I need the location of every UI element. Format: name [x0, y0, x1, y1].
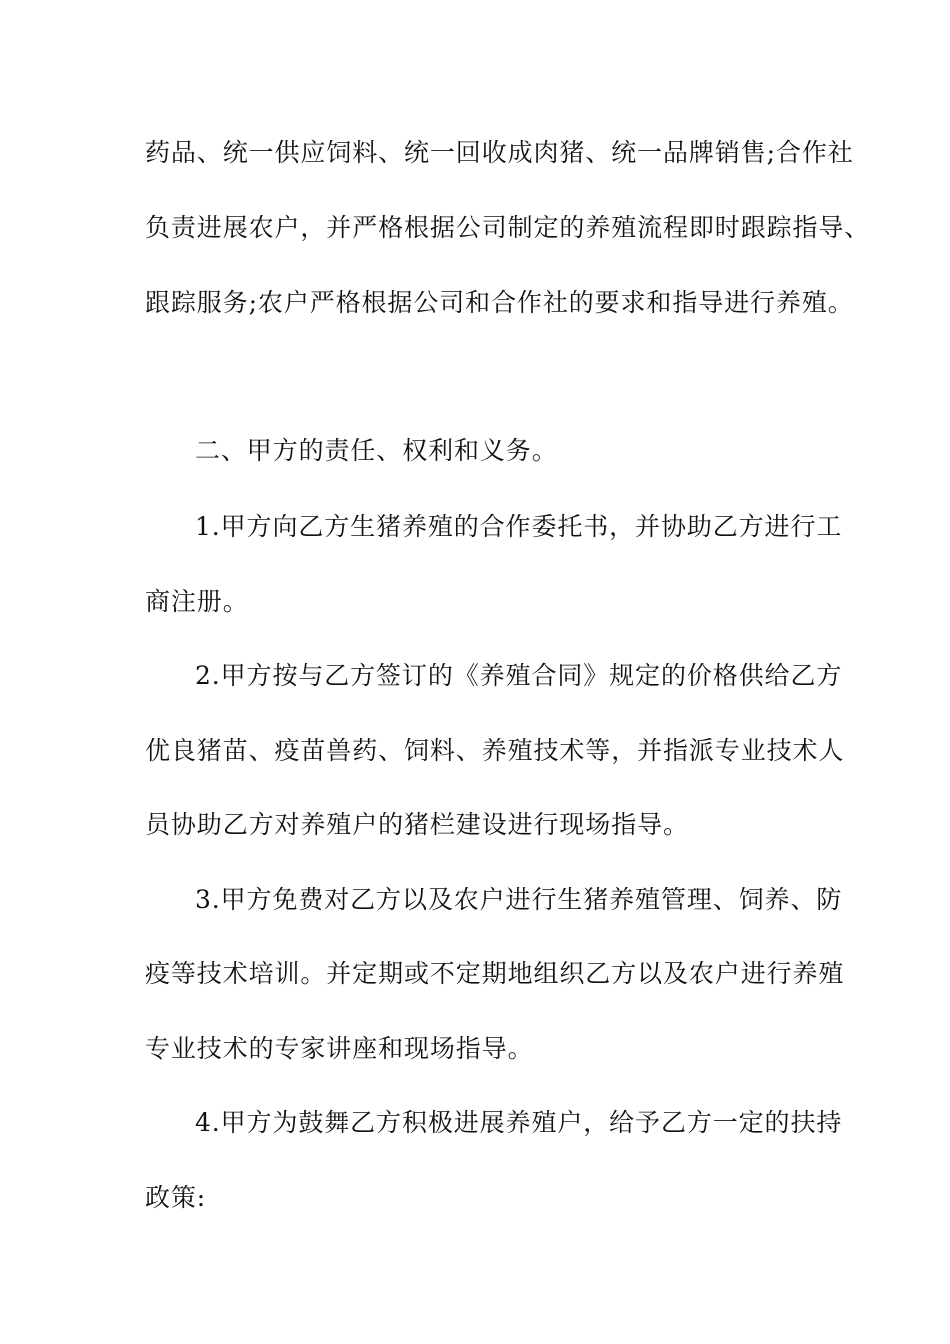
list-item-line: 专业技术的专家讲座和现场指导。: [145, 1034, 534, 1063]
list-item-line: 4.甲方为鼓舞乙方积极进展养殖户，给予乙方一定的扶持: [195, 1108, 843, 1137]
list-item-line: 1.甲方向乙方生猪养殖的合作委托书，并协助乙方进行工: [195, 512, 843, 541]
paragraph-line: 跟踪服务;农户严格根据公司和合作社的要求和指导进行养殖。: [145, 288, 854, 317]
list-item-line: 政策:: [145, 1183, 207, 1212]
paragraph-line: 负责进展农户，并严格根据公司制定的养殖流程即时跟踪指导、: [145, 213, 871, 242]
list-item-line: 员协助乙方对养殖户的猪栏建设进行现场指导。: [145, 810, 689, 839]
list-item-line: 疫等技术培训。并定期或不定期地组织乙方以及农户进行养殖: [145, 959, 845, 988]
section-heading: 二、甲方的责任、权利和义务。: [195, 436, 558, 465]
list-item-line: 2.甲方按与乙方签订的《养殖合同》规定的价格供给乙方: [195, 661, 843, 690]
list-item-line: 优良猪苗、疫苗兽药、饲料、养殖技术等，并指派专业技术人: [145, 736, 845, 765]
list-item-line: 商注册。: [145, 587, 249, 616]
list-item-line: 3.甲方免费对乙方以及农户进行生猪养殖管理、饲养、防: [195, 885, 843, 914]
paragraph-line: 药品、统一供应饲料、统一回收成肉猪、统一品牌销售;合作社: [145, 138, 854, 167]
